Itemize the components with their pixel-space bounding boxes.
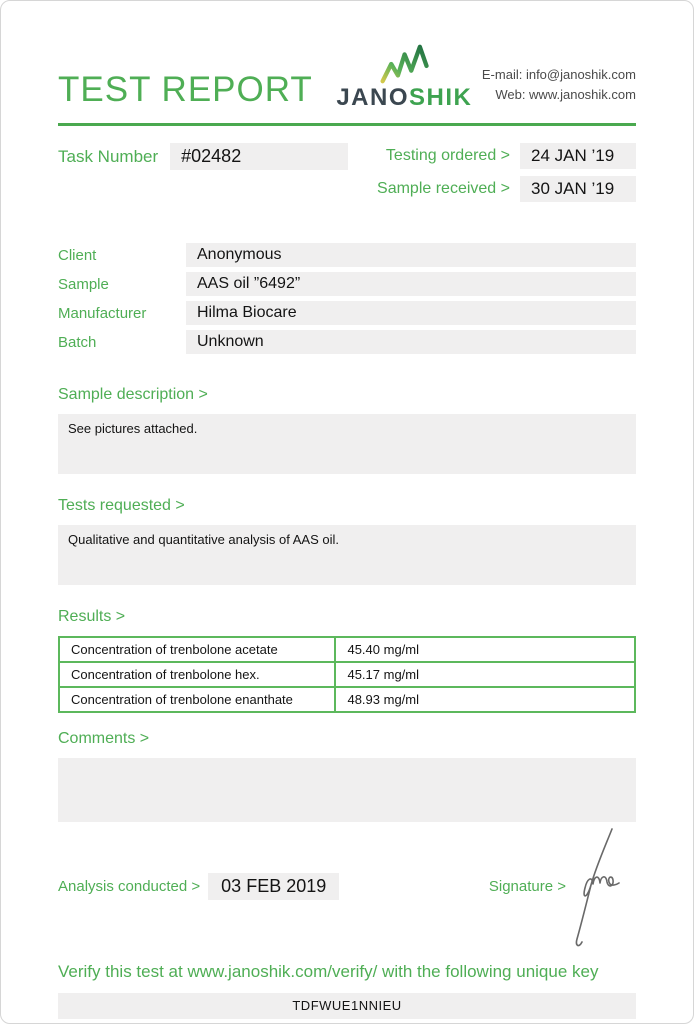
unique-key: TDFWUE1NNIEU <box>58 993 636 1019</box>
tests-requested-heading: Tests requested > <box>58 497 185 514</box>
manufacturer-label: Manufacturer <box>58 304 147 322</box>
testing-ordered-value: 24 JAN ’19 <box>520 143 636 169</box>
manufacturer-value: Hilma Biocare <box>186 301 636 325</box>
comments-box <box>58 758 636 822</box>
sample-details <box>58 243 636 354</box>
dates-group <box>377 143 636 202</box>
table-row <box>59 637 635 662</box>
tests-requested-box: Qualitative and quantitative analysis of AAS oil. <box>58 525 636 585</box>
sample-received-label: Sample received > <box>377 180 510 197</box>
testing-ordered-label: Testing ordered > <box>385 147 510 164</box>
result-value: 48.93 mg/ml <box>335 687 635 712</box>
header-divider <box>58 123 636 126</box>
task-number-group <box>58 143 348 170</box>
header <box>58 35 636 111</box>
contact-info <box>482 65 636 111</box>
batch-value: Unknown <box>186 330 636 354</box>
results-heading: Results > <box>58 608 126 625</box>
comments-heading: Comments > <box>58 730 150 747</box>
sample-received-value: 30 JAN ’19 <box>520 176 636 202</box>
table-row <box>59 662 635 687</box>
table-row <box>59 687 635 712</box>
logo-part-shik: SHIK <box>409 83 473 111</box>
result-name: Concentration of trenbolone enanthate <box>59 687 335 712</box>
task-number-value: #02482 <box>170 143 348 170</box>
analysis-conducted-group <box>58 873 339 900</box>
sample-received-line <box>377 176 636 202</box>
sample-label: Sample <box>58 275 109 293</box>
page-title: TEST REPORT <box>58 70 313 109</box>
verify-text: Verify this test at www.janoshik.com/verify/ with the following unique key <box>58 962 599 981</box>
result-value: 45.40 mg/ml <box>335 637 635 662</box>
growth-chart-icon <box>375 43 434 85</box>
result-name: Concentration of trenbolone acetate <box>59 637 335 662</box>
detail-row-manufacturer <box>58 301 636 325</box>
task-number-label: Task Number <box>58 146 159 166</box>
bottom-row <box>58 871 636 901</box>
result-name: Concentration of trenbolone hex. <box>59 662 335 687</box>
analysis-conducted-label: Analysis conducted > <box>58 877 201 895</box>
signature-group <box>489 878 566 895</box>
email-line: E-mail: info@janoshik.com <box>481 66 636 82</box>
web-line: Web: www.janoshik.com <box>495 86 636 102</box>
sample-value: AAS oil ”6492” <box>186 272 636 296</box>
testing-ordered-line <box>377 143 636 169</box>
client-label: Client <box>58 246 97 264</box>
results-table <box>58 636 636 713</box>
result-value: 45.17 mg/ml <box>335 662 635 687</box>
analysis-conducted-value: 03 FEB 2019 <box>208 873 339 900</box>
detail-row-client <box>58 243 636 267</box>
detail-row-sample <box>58 272 636 296</box>
batch-label: Batch <box>58 333 97 351</box>
logo-wordmark <box>336 85 472 111</box>
detail-row-batch <box>58 330 636 354</box>
sample-description-heading: Sample description > <box>58 386 208 403</box>
logo-part-jano: JANO <box>336 83 409 111</box>
signature-icon <box>556 825 648 949</box>
signature-label: Signature > <box>488 877 566 895</box>
meta-row <box>58 143 636 202</box>
janoshik-logo <box>336 43 472 111</box>
sample-description-box: See pictures attached. <box>58 414 636 474</box>
client-value: Anonymous <box>186 243 636 267</box>
